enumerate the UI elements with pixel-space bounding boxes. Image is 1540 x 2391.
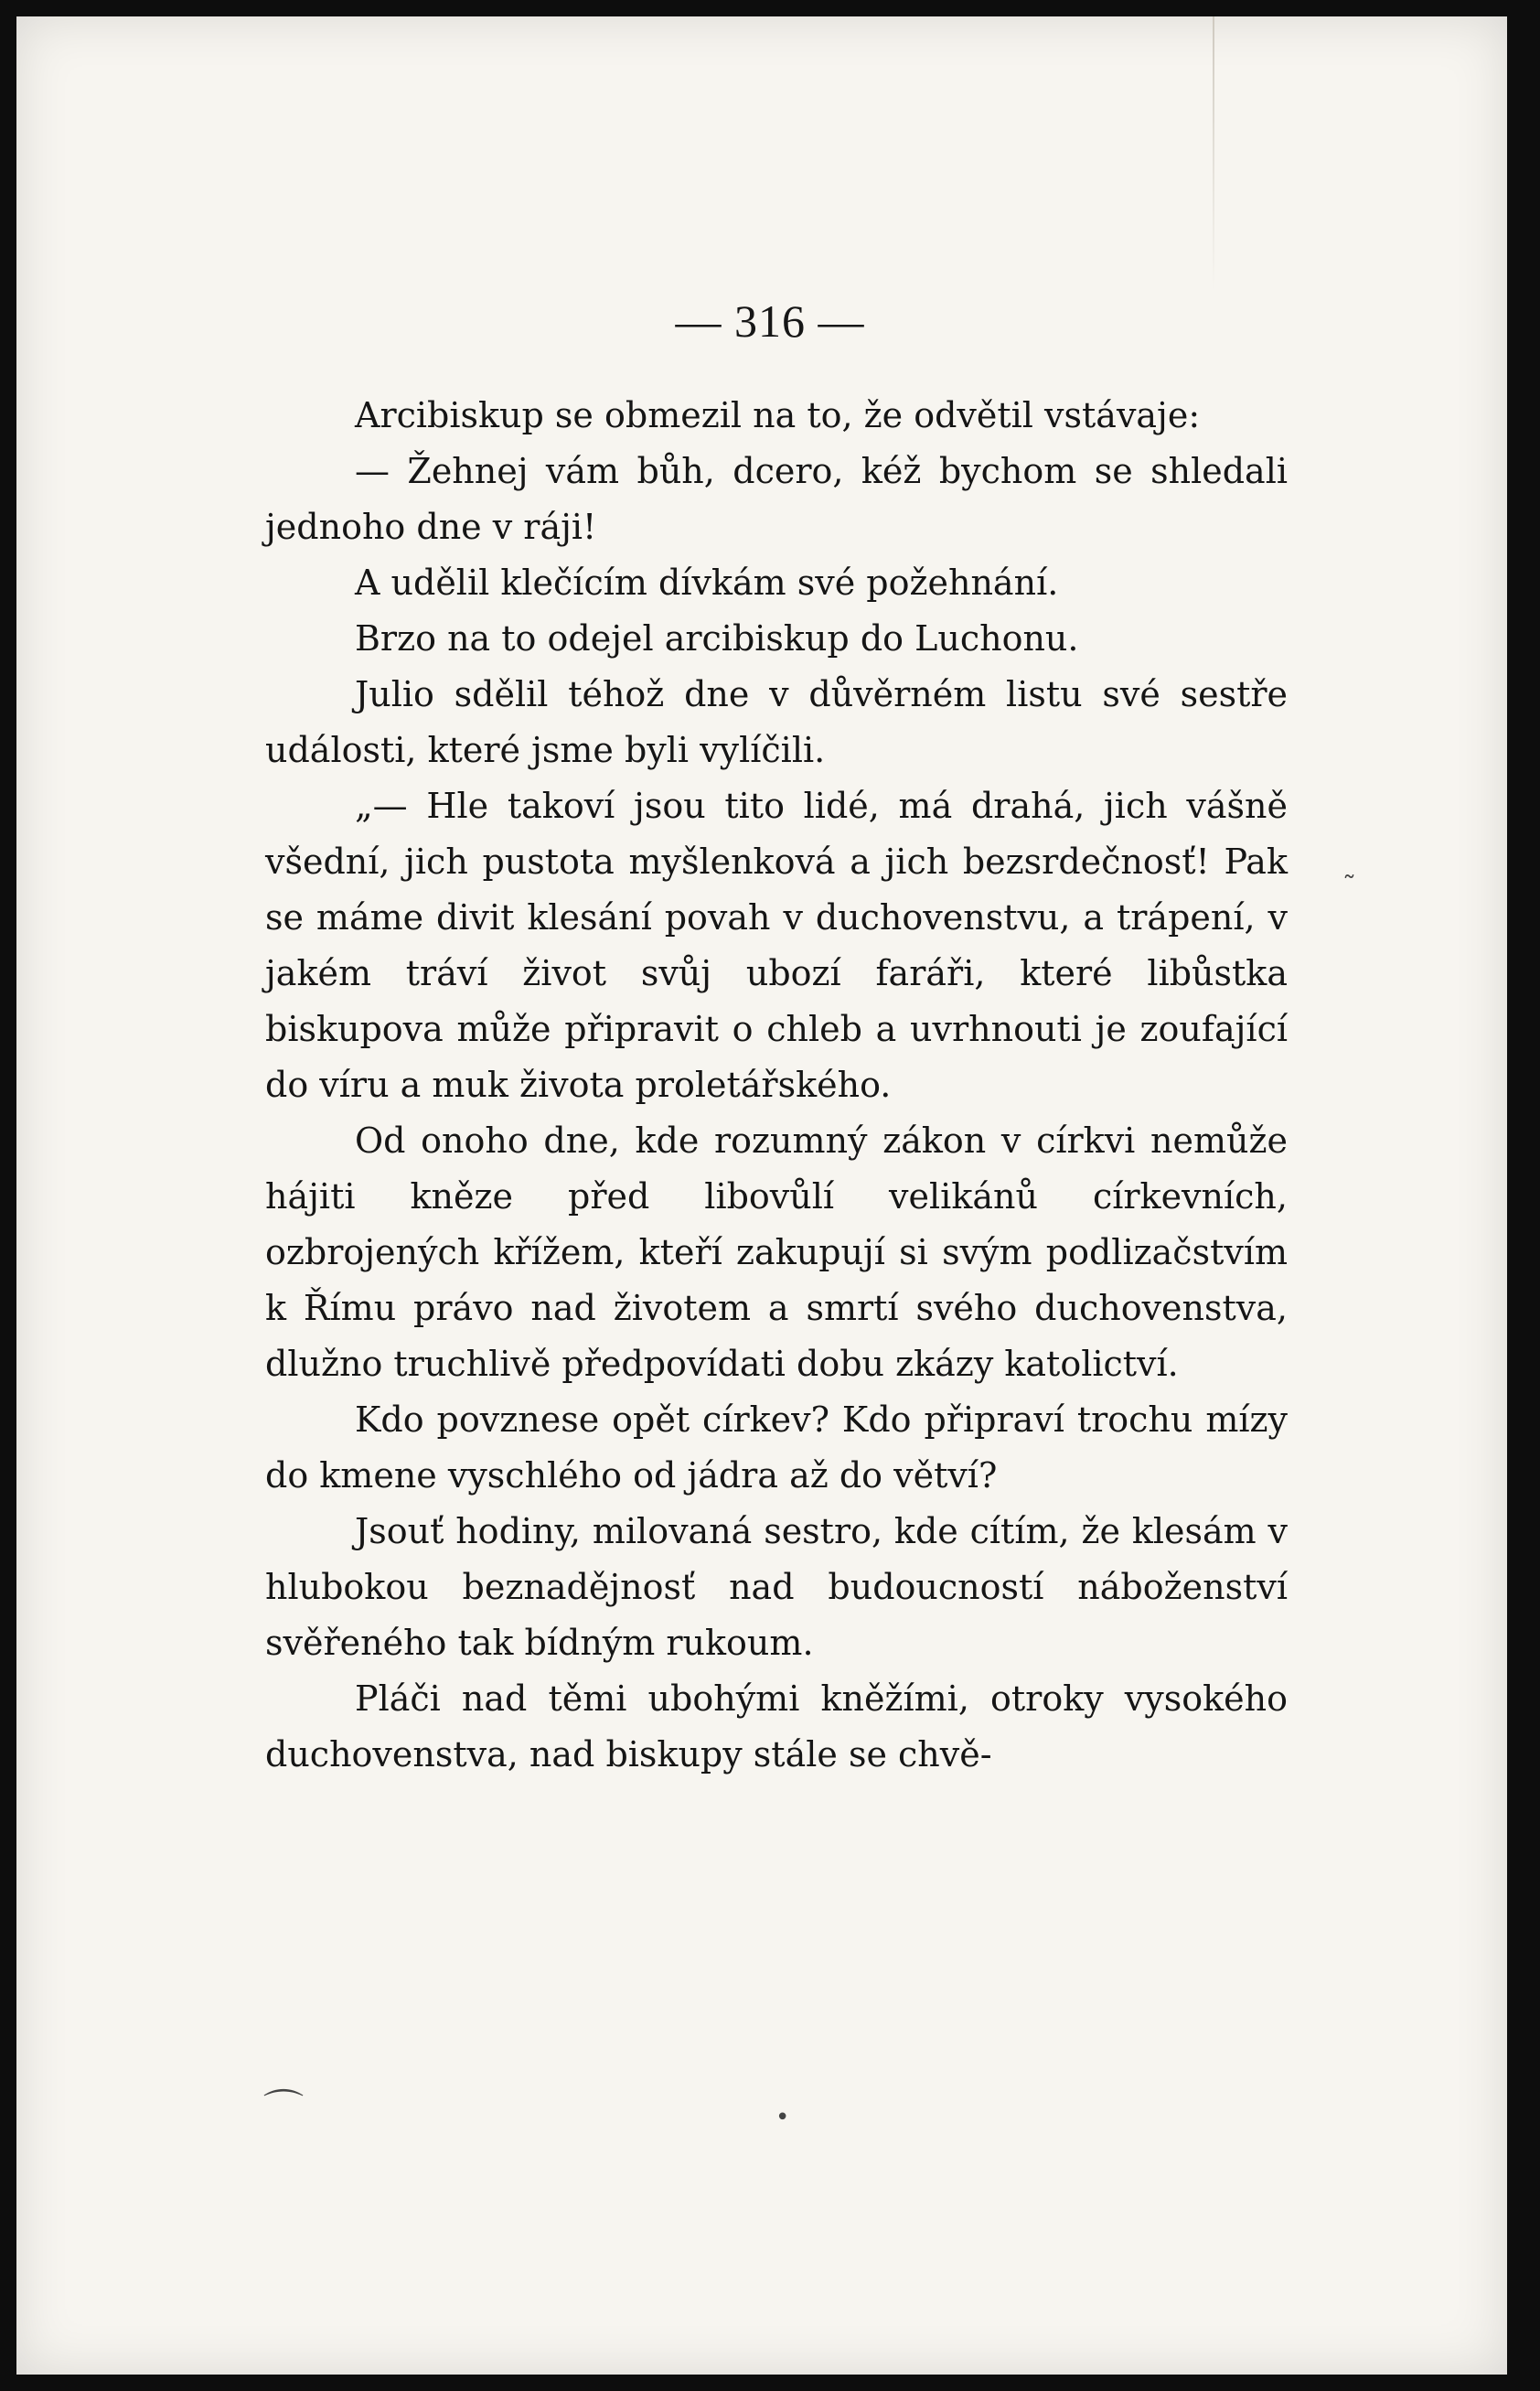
paragraph-10: Pláči nad těmi ubohými kněžími, otroky vysokého duchovenstva, nad biskupy stále se chvě- [265,1678,1288,1774]
ink-speck-mark: ˜ [1342,871,1356,903]
paragraph-8: Kdo povznese opět církev? Kdo připraví trochu mízy do kmene vyschlého od jádra až do větví? [265,1399,1288,1496]
paragraph-7: Od onoho dne, kde rozumný zákon v církvi nemůže hájiti kněze před libovůlí velikánů církevních, ozbrojených křížem, kteří zakupují si svým podlizačstvím k Římu právo nad životem a smrtí svého duchovenstva, dlužno truchlivě předpovídati dobu zkázy katolictví. [265,1120,1288,1384]
paragraph-6: „— Hle takoví jsou tito lidé, má drahá, jich vášně všední, jich pustota myšlenková a jich bezsrdečnosť! Pak se máme divit klesání povah v duchovenstvu, a trápení, v jakém tráví život svůj ubozí faráři, které libůstka biskupova může připravit o chleb a uvrhnouti je zoufající do víru a muk života proletářského. [265,786,1288,1105]
page-number: — 316 — [675,295,865,347]
paragraph-9: Jsouť hodiny, milovaná sestro, kde cítím, že klesám v hlubokou beznadějnosť nad budoucností náboženství svěřeného tak bídným rukoum. [265,1511,1288,1663]
paragraph-5: Julio sdělil téhož dne v důvěrném listu své sestře události, které jsme byli vylíčili. [265,674,1288,770]
paragraph-3: A udělil klečícím dívkám své požehnání. [355,563,1059,603]
paragraph-4: Brzo na to odejel arcibiskup do Luchonu. [355,618,1079,659]
scan-right-edge [1507,16,1524,2375]
ink-dot-mark: • [775,2104,790,2131]
body-text [265,388,1288,1783]
ink-smudge-mark: ⌒ [263,2086,304,2133]
paragraph-2: — Žehnej vám bůh, dcero, kéž bychom se shledali jednoho dne v ráji! [265,451,1288,547]
paragraph-1: Arcibiskup se obmezil na to, že odvětil vstávaje: [355,395,1201,435]
paper-fold-line [1213,16,1214,291]
